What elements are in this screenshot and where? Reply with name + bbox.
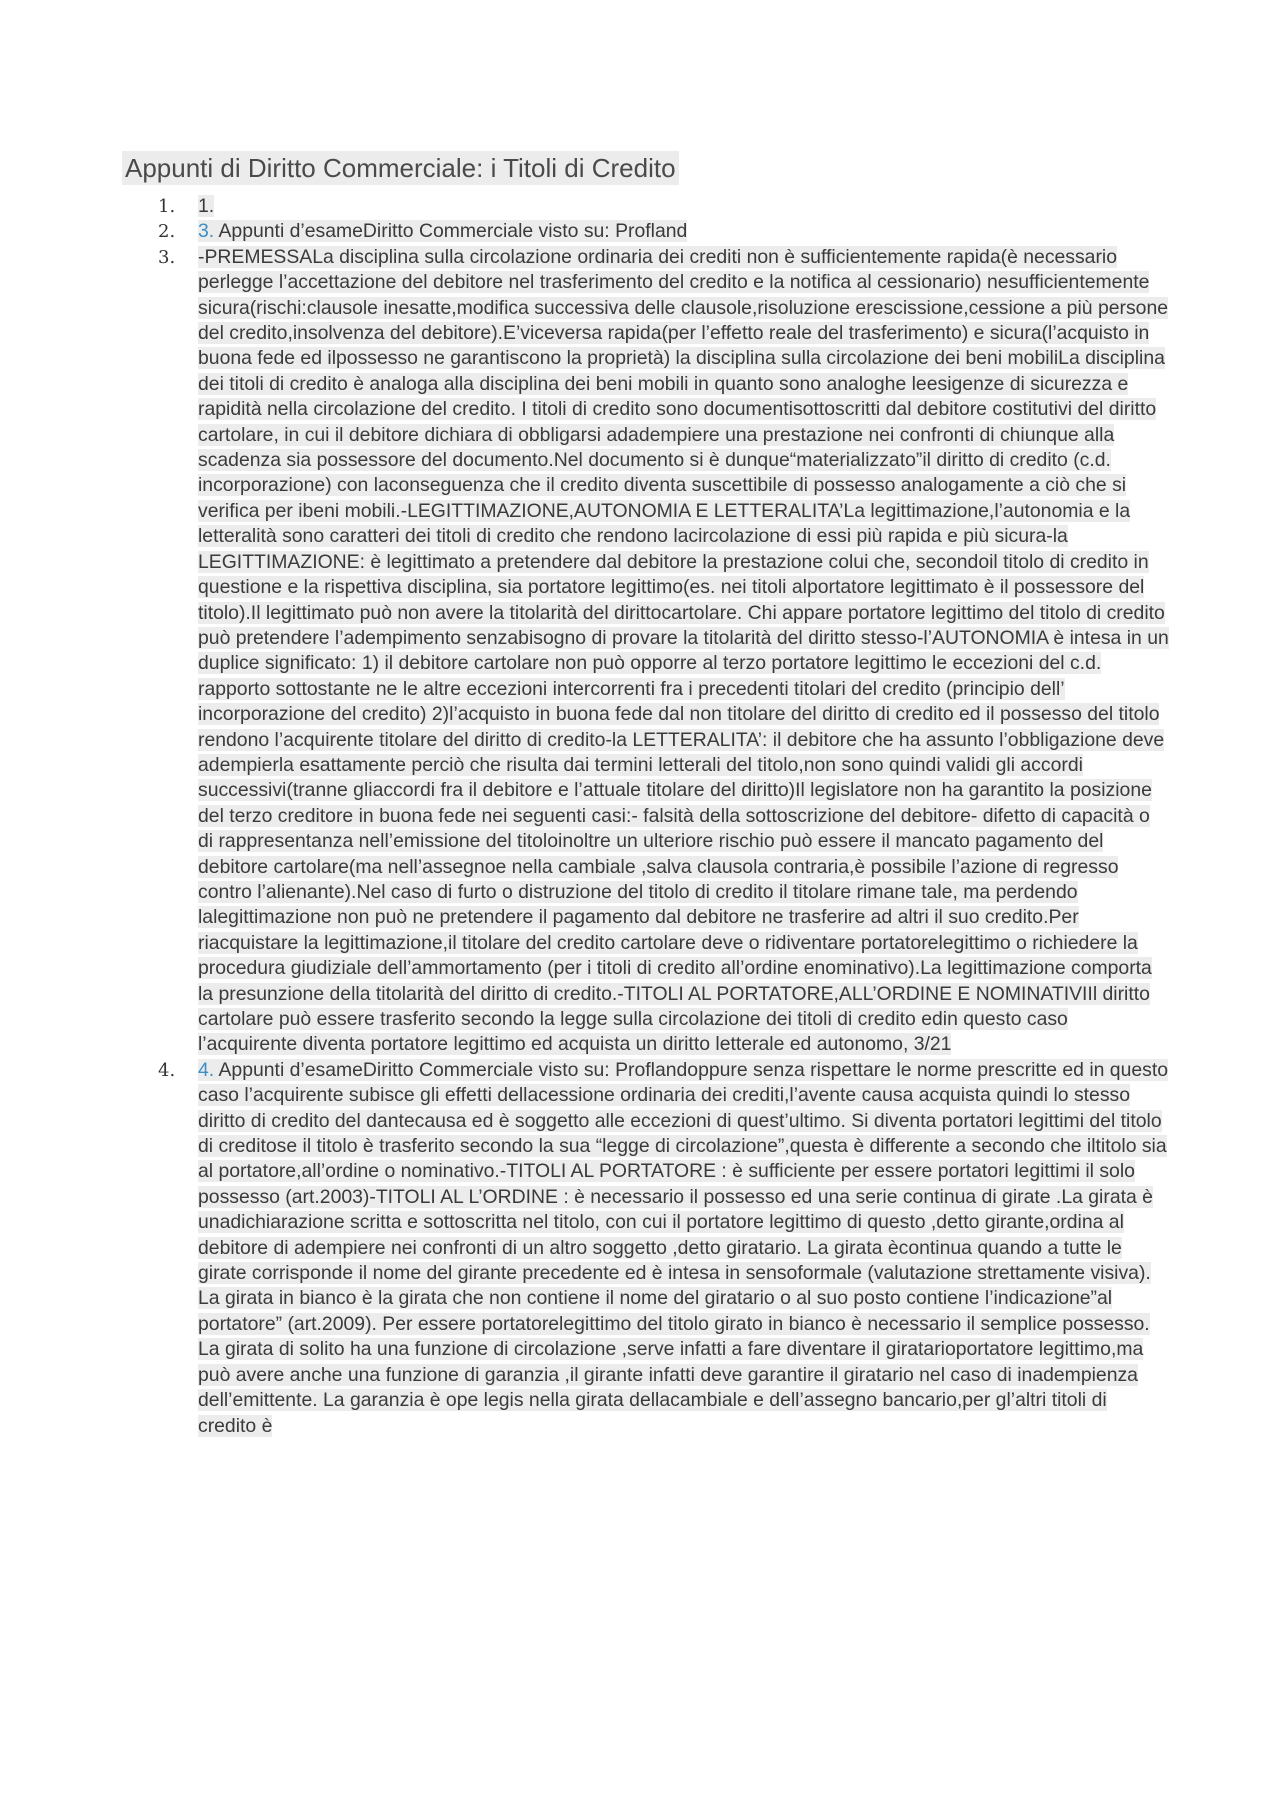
list-marker: 1.: [158, 196, 176, 217]
page-ref-link[interactable]: 3.: [198, 220, 215, 243]
list-item: [120, 219, 1170, 244]
list-item-text: Appunti d’esameDiritto Commerciale visto su: Proflandoppure senza rispettare le norme prescritte ed in questo caso l’acquirente subisce gli effetti dellacessione ordinaria dei crediti,l’avente causa acquista quindi lo stesso diritto di credito del dantecausa ed è soggetto alle eccezioni di quest’ultimo. Si diventa portatori legittimi del titolo di creditose il titolo è trasferito secondo la sua “legge di circolazione”,questa è differente a secondo che iltitolo sia al portatore,all’ordine o nominativo.-TITOLI AL PORTATORE : è sufficiente per essere portatori legittimi il solo possesso (art.2003)-TITOLI AL L’ORDINE : è necessario il possesso ed una serie continua di girate .La girata è unadichiarazione scritta e sottoscritta nel titolo, con cui il portatore legittimo di questo ,detto girante,ordina al debitore di adempiere nei confronti di un altro soggetto ,detto giratario. La girata ècontinua quando a tutte le girate corrisponde il nome del girante precedente ed è intesa in sensoformale (valutazione strettamente visiva). La girata in bianco è la girata che non contiene il nome del giratario o al suo posto contiene l’indicazione”al portatore” (art.2009). Per essere portatorelegittimo del titolo girato in bianco è necessario il semplice possesso. La girata di solito ha una funzione di circolazione ,serve infatti a fare diventare il giratarioportatore legittimo,ma può avere anche una funzione di garanzia ,il girante infatti deve garantire il giratario nel caso di inadempienza dell’emittente. La garanzia è ope legis nella girata dellacambiale e dell’assegno bancario,per gl’altri titoli di credito è: [198, 1058, 1169, 1437]
list-item-text: -PREMESSALa disciplina sulla circolazione ordinaria dei crediti non è sufficientemente rapida(è necessario perlegge l’accettazione del debitore nel trasferimento del credito e la notifica al cessionario) nesufficientemente sicura(rischi:clausole inesatte,modifica successiva delle clausole,risoluzione erescissione,cessione a più persone del credito,insolvenza del debitore).E’viceversa rapida(per l’effetto reale del trasferimento) e sicura(l’acquisto in buona fede ed ilpossesso ne garantiscono la proprietà) la disciplina sulla circolazione dei beni mobiliLa disciplina dei titoli di credito è analoga alla disciplina dei beni mobili in quanto sono analoghe leesigenze di sicurezza e rapidità nella circolazione del credito. I titoli di credito sono documentisottoscritti dal debitore costitutivi del diritto cartolare, in cui il debitore dichiara di obbligarsi adadempiere una prestazione nei confronti di chiunque alla scadenza sia possessore del documento.Nel documento si è dunque“materializzato”il diritto di credito (c.d. incorporazione) con laconseguenza che il credito diventa suscettibile di possesso analogamente a ciò che si verifica per ibeni mobili.-LEGITTIMAZIONE,AUTONOMIA E LETTERALITA’La legittimazione,l’autonomia e la letteralità sono caratteri dei titoli di credito che rendono lacircolazione di essi più rapida e più sicura-la LEGITTIMAZIONE: è legittimato a pretendere dal debitore la prestazione colui che, secondoil titolo di credito in questione e la rispettiva disciplina, sia portatore legittimo(es. nei titoli alportatore legittimato è il possessore del titolo).Il legittimato può non avere la titolarità del dirittocartolare. Chi appare portatore legittimo del titolo di credito può pretendere l’adempimento senzabisogno di provare la titolarità del diritto stesso-l’AUTONOMIA è intesa in un duplice significato: 1) il debitore cartolare non può opporre al terzo portatore legittimo le eccezioni del c.d. rapporto sottostante ne le altre eccezioni intercorrenti fra i precedenti titolari del credito (principio dell’ incorporazione del credito) 2)l’acquisto in buona fede dal non titolare del diritto di credito ed il possesso del titolo rendono l’acquirente titolare del diritto di credito-la LETTERALITA’: il debitore che ha assunto l’obbligazione deve adempierla esattamente perciò che risulta dai termini letterali del titolo,non sono quindi validi gli accordi successivi(tranne gliaccordi fra il debitore e l’attuale titolare del diritto)Il legislatore non ha garantito la posizione del terzo creditore in buona fede nei seguenti casi:- falsità della sottoscrizione del debitore- difetto di capacità o di rappresentanza nell’emissione del titoloinoltre un ulteriore rischio può essere il mancato pagamento del debitore cartolare(ma nell’assegnoe nella cambiale ,salva clausola contraria,è possibile l’azione di regresso contro l’alienante).Nel caso di furto o distruzione del titolo di credito il titolare rimane tale, ma perdendo lalegittimazione non può ne pretendere il pagamento dal debitore ne trasferire ad altri il suo credito.Per riacquistare la legittimazione,il titolare del credito cartolare deve o ridiventare portatorelegittimo o richiedere la procedura giudiziale dell’ammortamento (per i titoli di credito all’ordine enominativo).La legittimazione comporta la presunzione della titolarità del diritto di credito.-TITOLI AL PORTATORE,ALL’ORDINE E NOMINATIVIIl diritto cartolare può essere trasferito secondo la legge sulla circolazione dei titoli di credito edin questo caso l’acquirente diventa portatore legittimo ed acquista un diritto letterale ed autonomo, 3/21: [198, 245, 1169, 1056]
list-marker: 4.: [158, 1059, 176, 1081]
list-item-text: Appunti d’esameDiritto Commerciale visto su: Profland: [214, 220, 688, 243]
list-marker: 3.: [158, 246, 176, 268]
list-item-text: 1.: [198, 195, 215, 217]
notes-list: [120, 194, 1170, 1439]
document-title: Appunti di Diritto Commerciale: i Titoli di Credito: [122, 151, 679, 185]
list-item: [120, 1058, 1170, 1439]
list-item: [120, 245, 1170, 1058]
list-marker: 2.: [158, 221, 176, 243]
page-ref-link[interactable]: 4.: [198, 1058, 215, 1081]
list-item: [120, 194, 1170, 219]
